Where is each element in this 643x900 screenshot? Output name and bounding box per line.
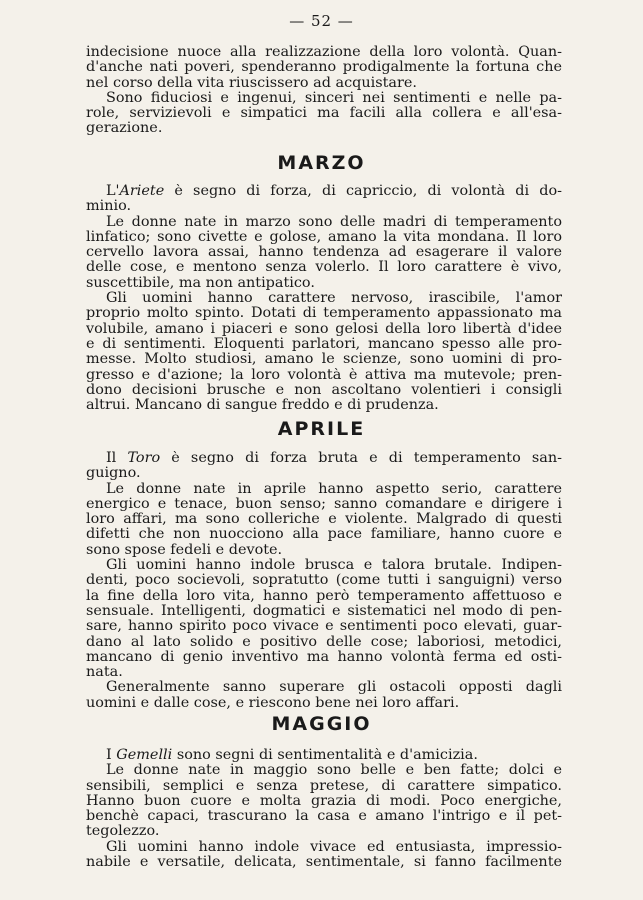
page-number: — 52 — (289, 12, 354, 30)
text-line (86, 184, 562, 199)
text-line: la fine della loro vita, hanno però temperamento affettuoso e (86, 588, 562, 604)
text-line: messe. Molto studiosi, amano le scienze, sono uomini di pro- (86, 352, 562, 368)
aprile-paragraphs (86, 451, 562, 711)
text-line: Le donne nate in maggio sono belle e ben fatte; dolci e (106, 763, 562, 779)
text-line (86, 748, 562, 763)
text-line: sare, hanno spirito poco vivace e sentimenti poco elevati, guar- (86, 619, 562, 635)
maggio-paragraphs (86, 748, 562, 870)
text-line: guigno. (86, 466, 141, 482)
text-line: tegolezzo. (86, 824, 160, 840)
zodiac-sign: Gemelli (116, 748, 173, 763)
sign-rest: sono segni di sentimentalità e d'amicizia. (172, 748, 478, 763)
sign-rest: è segno di forza, di capriccio, di volontà di do- (164, 184, 562, 199)
text-line: suscettibile, ma non antipatico. (86, 275, 315, 291)
sign-prefix: L' (106, 184, 120, 199)
text-line: loro affari, ma sono colleriche e violente. Malgrado di questi (86, 512, 562, 528)
section-title-marzo: MARZO (277, 152, 366, 174)
text-line: mancano di genio inventivo ma hanno volontà ferma ed osti- (86, 649, 562, 665)
text-line: volubile, amano i piaceri e sono gelosi della loro libertà d'idee (86, 321, 562, 337)
text-line (86, 451, 562, 466)
text-line: gresso e d'azione; la loro volontà è attiva ma mutevole; pren- (86, 367, 562, 383)
text-line: dano al lato solido e positivo delle cose; laboriosi, metodici, (86, 634, 562, 650)
section-title-maggio: MAGGIO (271, 713, 372, 735)
text-line: benchè capaci, trascurano la casa e amano l'intrigo e il pet- (86, 809, 562, 825)
text-line: Le donne nate in marzo sono delle madri di temperamento (106, 214, 562, 230)
text-line: sensuale. Intelligenti, dogmatici e sistematici nel modo di pen- (86, 603, 562, 619)
text-line: sensibili, semplici e senza pretese, di carattere simpatico. (86, 778, 562, 794)
intro-paragraphs (86, 45, 562, 137)
text-line: nel corso della vita riuscissero ad acquistare. (86, 75, 417, 91)
text-line: proprio molto spinto. Dotati di temperamento appassionato ma (86, 306, 562, 322)
text-line: gerazione. (86, 121, 163, 137)
text-line: uomini e dalle cose, e riescono bene nei loro affari. (86, 695, 460, 711)
zodiac-sign: Toro (127, 451, 161, 466)
text-line: Sono fiduciosi e ingenui, sinceri nei sentimenti e nelle pa- (106, 90, 562, 106)
text-line: altrui. Mancano di sangue freddo e di prudenza. (86, 398, 439, 414)
text-line: nabile e versatile, delicata, sentimentale, si fanno facilmente (86, 855, 562, 871)
text-line: Gli uomini hanno carattere nervoso, irascibile, l'amor (106, 291, 562, 307)
text-line: linfatico; sono civette e golose, amano la vita mondana. Il loro (86, 229, 562, 245)
sign-prefix: Il (106, 451, 128, 466)
text-line: nata. (86, 665, 123, 681)
text-line: Hanno buon cuore e molta grazia di modi. Poco energiche, (86, 793, 562, 809)
zodiac-sign: Ariete (119, 184, 165, 199)
text-line: energico e tenace, buon senso; sanno comandare e dirigere i (86, 496, 562, 512)
text-line: d'anche nati poveri, spenderanno prodigalmente la fortuna che (86, 60, 562, 76)
text-line: dono decisioni brusche e non ascoltano volentieri i consigli (86, 382, 562, 398)
text-line: delle cose, e mentono senza volerlo. Il loro carattere è vivo, (86, 260, 562, 276)
sign-prefix: I (106, 748, 117, 763)
text-line: indecisione nuoce alla realizzazione della loro volontà. Quan- (86, 45, 562, 60)
text-line: role, servizievoli e simpatici ma facili alla collera e all'esa- (86, 106, 562, 122)
text-line: Gli uomini hanno indole brusca e talora brutale. Indipen- (106, 558, 562, 574)
text-line: Le donne nate in aprile hanno aspetto serio, carattere (106, 481, 562, 497)
text-line: minio. (86, 199, 132, 215)
text-line: e di sentimenti. Eloquenti parlatori, mancano spesso alle pro- (86, 336, 562, 352)
text-line: sono spose fedeli e devote. (86, 542, 283, 558)
sign-rest: è segno di forza bruta e di temperamento san- (160, 451, 562, 466)
text-line: cervello lavora assai, hanno tendenza ad esagerare il valore (86, 245, 562, 261)
text-line: denti, poco socievoli, sopratutto (come tutti i sanguigni) verso (86, 573, 562, 589)
marzo-paragraphs (86, 184, 562, 413)
text-line: Gli uomini hanno indole vivace ed entusiasta, impressio- (106, 839, 562, 855)
text-line: Generalmente sanno superare gli ostacoli opposti dagli (106, 680, 562, 696)
section-title-aprile: APRILE (277, 418, 366, 440)
text-line: difetti che non nuocciono alla pace familiare, hanno cuore e (86, 527, 562, 543)
